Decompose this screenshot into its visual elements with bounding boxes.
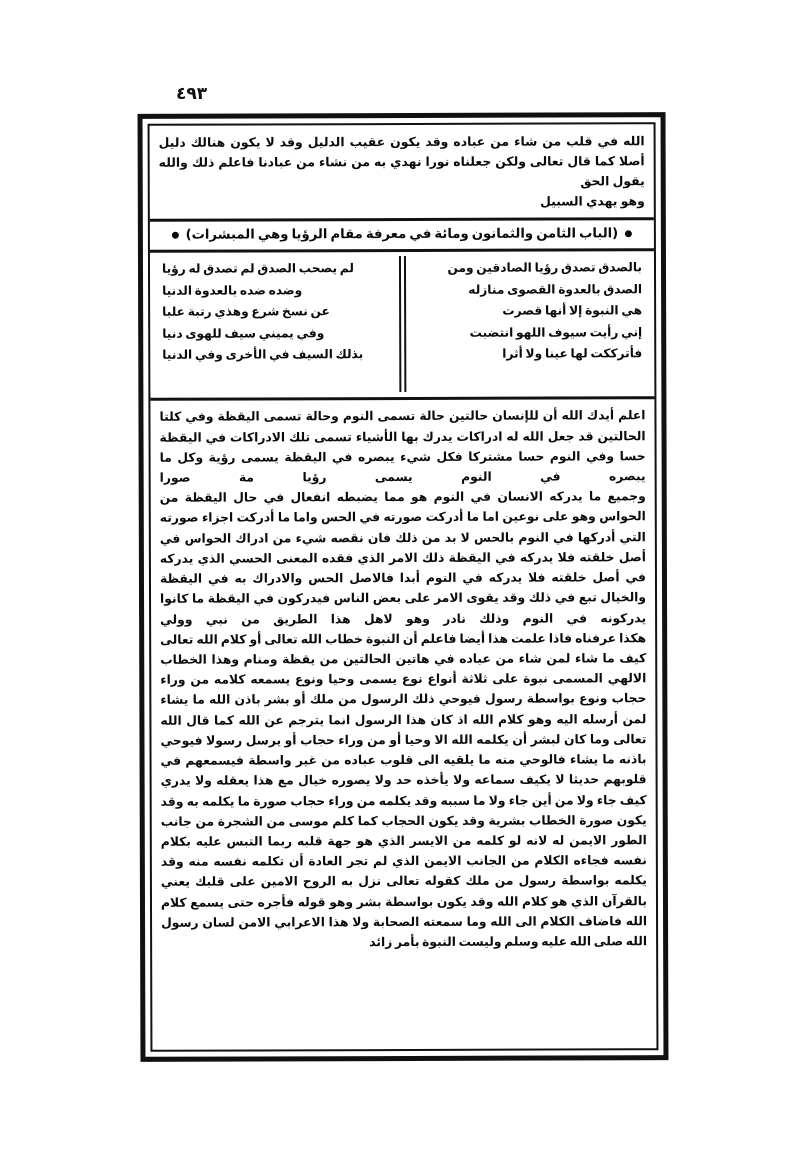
- bullet-ornament-icon-left: [172, 232, 179, 239]
- body-paragraph: اعلم أيدك الله أن للإنسان حالتين حالة تسمى النوم وحالة تسمى اليقظة وفي كلتا الحالتين قد جعل الله له ادراكات يدرك بها الأشياء تسمى تلك الادراكات في اليقظة حسا وفي النوم حسا مشتركا فكل شيء يبصره في اليقظة يسمى رؤية وكل ما يبصره في النوم يسمى رؤيا مة صورا: [159, 408, 646, 485]
- poem-line: فأترككت لها عينا ولا أثرا: [502, 346, 643, 361]
- poem-line: إني رأيت سيوف اللهو انتضبت: [469, 325, 643, 340]
- poem-line: وفي يميني سيف للهوى دنيا: [162, 326, 325, 341]
- body-paragraph: هكذا عرفناه فاذا علمت هذا أيضا فاعلم أن النبوة خطاب الله تعالى أو كلام الله تعالى كيف ما شاء لمن شاء من عباده في هاتين الحالتين من يقظة ومنام وهذا الخطاب الالهي المسمى نبوة على ثلاثة أنواع نوع يسمى وحيا ونوع يسمعه كلامه من وراء حجاب ونوع بواسطة رسول فيوحي ذلك الرسول من ملك أو بشر باذن الله ما يشاء لمن أرسله اليه وهو كلام الله اذ كان هذا الرسول انما يترجم عن الله كما قال الله تعالى وما كان لبشر أن يكلمه الله الا وحيا أو من وراء حجاب أو يرسل رسولا فيوحي باذنه ما يشاء فالوحي منه ما يلقيه الى قلوب عباده من غير واسطة فيسمعهم في قلوبهم حديثا لا يكيف سماعه ولا يأخذه حد ولا يصوره خيال مع هذا يعقله ولا يدري كيف جاء ولا من أين جاء ولا ما سببه وقد يكلمه من وراء حجاب صورة ما يكلمه به وقد يكون صورة الخطاب بشرية وقد يكون الحجاب كما كلم موسى من الشجرة من جانب الطور الايمن له لانه لو كلمه من الايسر الذي هو جهة قلبه ربما التبس عليه بكلام نفسه فجاءه الكلام من الجانب الايمن الذي لم تجر العادة أن تكلمه نفسه منه وقد يكلمه بواسطة رسول من ملك كقوله تعالى نزل به الروح الامين على قلبك يعني بالقرآن الذي هو كلام الله وقد يكون بواسطة بشر وهو قوله فأجره حتى يسمع كلام الله فاضاف الكلام الى الله وما سمعته الصحابة ولا هذا الاعرابي الامن لسان رسول الله صلى الله عليه وسلم وليست النبوة بأمر زائد: [160, 631, 648, 950]
- header-text: [159, 131, 645, 213]
- body-paragraph: وجميع ما يدركه الانسان في النوم هو مما يضبطه انفعال في حال اليقظة من الحواس وهو على نوعين اما ما أدركت صورته في الحس واما ما أدركت اجزاء صورته التي أدركها في النوم بالحس لا بد من ذلك فان نقصه شيء من ادراك الحواس في أصل خلقته فلا يدركه في اليقظة ذلك الامر الذي فقده المعنى الحسي الذي يدركه في أصل خلقته فلا يدركه في النوم أبدا فالاصل الحس والادراك به في اليقظة والخيال تبع في ذلك وقد يقوى الامر على بعض الناس فيدركون في اليقظة ما كانوا يدركونه في النوم وذلك نادر وهو لاهل هذا الطريق من نبي وولي: [159, 489, 647, 627]
- header-continuation-block: [150, 124, 654, 222]
- poem-line: عن نسخ شرع وهذي رتبة علبا: [162, 304, 330, 320]
- poem-line: بذلك السيف في الأخرى وفي الدنيا: [162, 347, 364, 363]
- poem-line: لم يصحب الصدق لم تصدق له رؤيا: [161, 261, 354, 277]
- page-number: ٤٩٣: [176, 84, 208, 104]
- poem-line: وضده ضده بالعدوة الدنيا: [162, 283, 303, 298]
- poem-line: بالصدق تصدق رؤيا الصادقين ومن: [447, 260, 643, 276]
- chapter-title-text: (الباب الثامن والثمانون ومائة في معرفة مقام الرؤيا وهي المبشرات): [185, 226, 619, 244]
- body-text-block: [150, 400, 656, 1050]
- body-text: [159, 406, 647, 953]
- header-text-lastline: وهو يهدي السبيل: [540, 193, 645, 209]
- page-frame-outer: [138, 112, 669, 1062]
- header-text-main: الله في قلب من شاء من عباده وقد يكون عقيب الدليل وقد لا يكون هنالك دليل أصلا كما قال تعالى ولكن جعلناه نورا نهدي به من نشاء من عبادنا فاعلم ذلك والله يقول الحق: [158, 133, 645, 189]
- chapter-title-band: [150, 221, 654, 254]
- poem-column-left: [156, 256, 401, 393]
- poem-line: هي النبوة إلا أنها قصرت: [502, 303, 643, 318]
- bullet-ornament-icon-right: [625, 231, 632, 238]
- poem-line: الصدق بالعدوة القصوى منازله: [468, 282, 643, 297]
- poem-column-right: [403, 256, 648, 393]
- poem-band: [150, 252, 654, 402]
- page-frame-inner: [148, 122, 659, 1052]
